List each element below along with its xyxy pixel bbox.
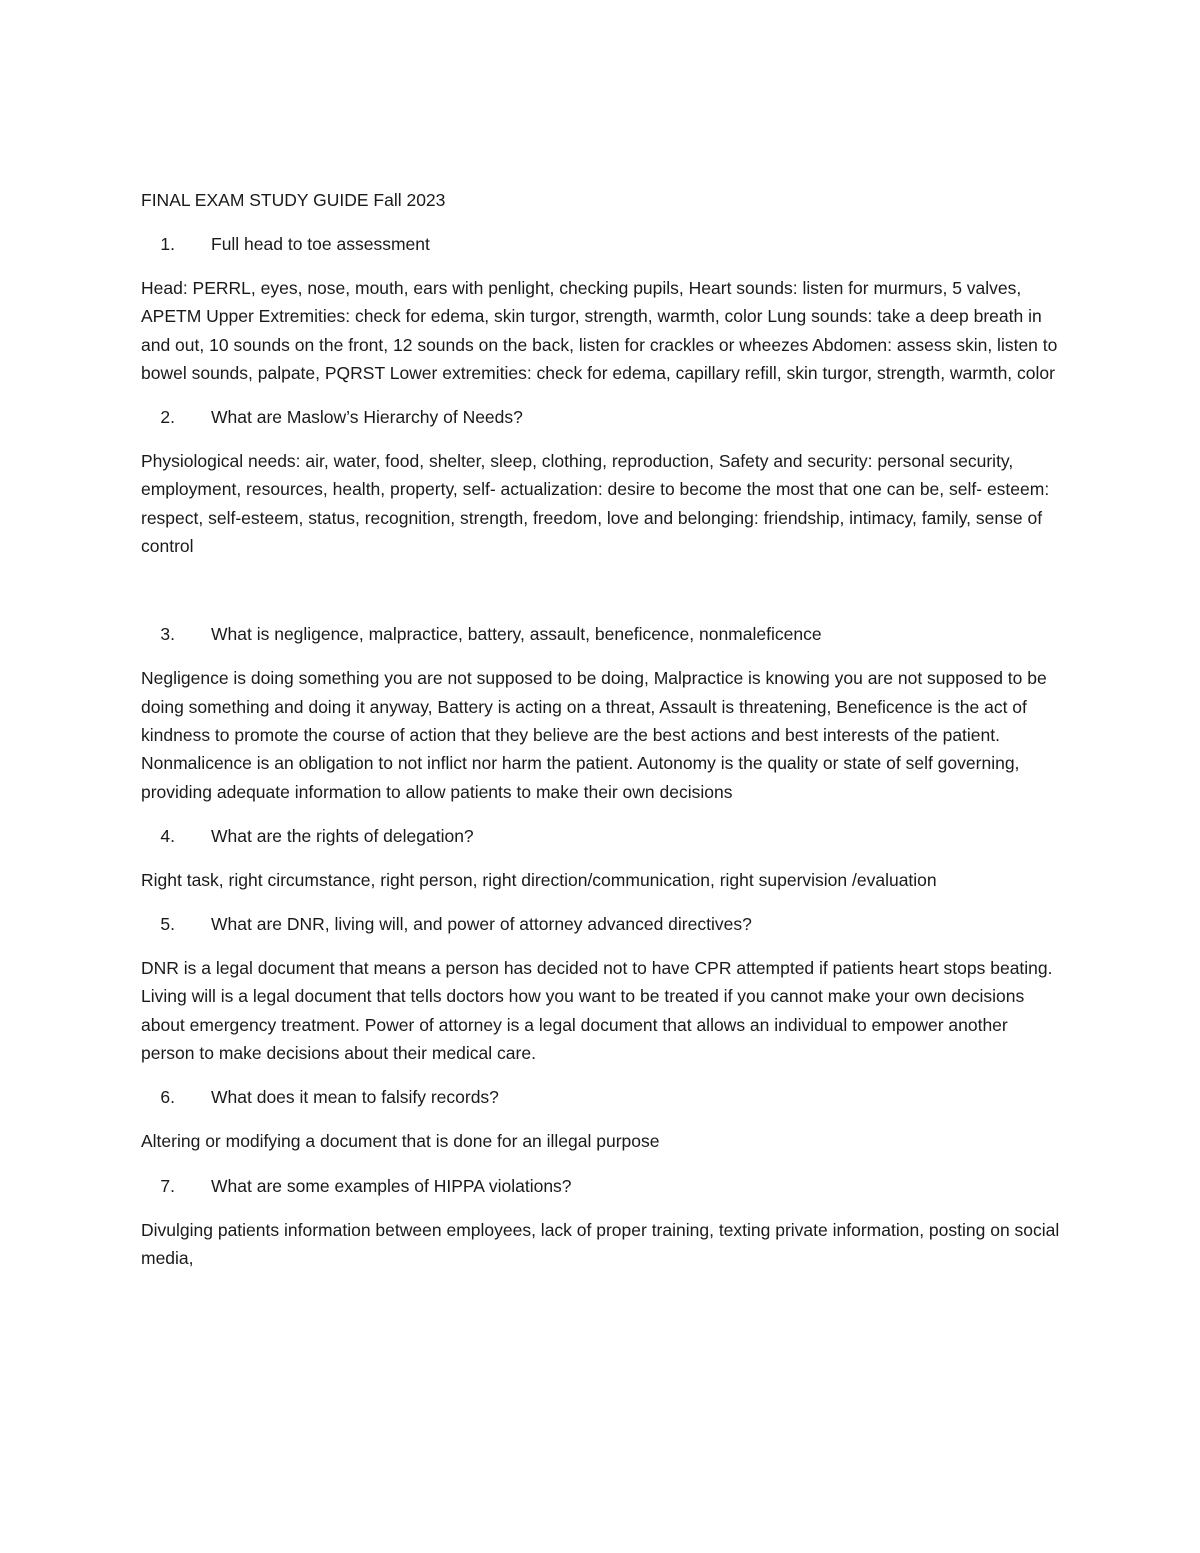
answer-4: Right task, right circumstance, right person, right direction/communication, right supervision /evaluation [141,869,937,890]
question-number: 5. [160,914,175,935]
answer-6: Altering or modifying a document that is done for an illegal purpose [141,1131,660,1152]
answer-3: Negligence is doing something you are not supposed to be doing, Malpractice is knowing you are not supposed to be doing something and doing it anyway, Battery is acting on a threat, Assault is threatening, Beneficence is the act of kindness to promote the course of action that they believe are the best actions and best interests of the patient. Nonmalicence is an obligation to not inflict nor harm the patient. Autonomy is the quality or state of self governing, providing adequate information to allow patients to make their own decisions [141,668,1047,802]
question-4 [141,822,1066,850]
question-text: What are DNR, living will, and power of attorney advanced directives? [211,914,752,935]
question-text: What are the rights of delegation? [211,825,474,846]
answer-7: Divulging patients information between employees, lack of proper training, texting private information, posting on social media, [141,1219,1060,1268]
question-5 [141,910,1066,938]
question-2 [141,403,1066,431]
question-text: What are some examples of HIPPA violations? [211,1175,572,1196]
question-3 [141,620,1066,648]
blank-line [141,576,1066,620]
question-number: 1. [160,234,175,254]
question-number: 4. [160,825,175,846]
question-number: 2. [160,407,175,428]
question-text: Full head to toe assessment [211,234,430,254]
document-title: FINAL EXAM STUDY GUIDE Fall 2023 [141,190,446,210]
question-text: What are Maslow’s Hierarchy of Needs? [211,407,523,428]
answer-2: Physiological needs: air, water, food, shelter, sleep, clothing, reproduction, Safety and security: personal security, employment, resources, health, property, self- actualization: desire to become the most that one can be, self- esteem: respect, self-esteem, status, recognition, strength, freedom, love and belonging: friendship, intimacy, family, sense of control [141,451,1050,557]
answer-1: Head: PERRL, eyes, nose, mouth, ears with penlight, checking pupils, Heart sounds: listen for murmurs, 5 valves, APETM Upper Extremities: check for edema, skin turgor, strength, warmth, color Lung sounds: take a deep breath in and out, 10 sounds on the front, 12 sounds on the back, listen for crackles or wheezes Abdomen: assess skin, listen to bowel sounds, palpate, PQRST Lower extremities: check for edema, capillary refill, skin turgor, strength, warmth, color [141,278,1058,383]
question-6 [141,1083,1066,1111]
question-number: 7. [160,1175,175,1196]
question-number: 3. [160,624,175,645]
question-text: What does it mean to falsify records? [211,1087,499,1108]
question-text: What is negligence, malpractice, battery, assault, beneficence, nonmaleficence [211,624,822,645]
document-page [141,186,1066,1288]
question-number: 6. [160,1087,175,1108]
question-1 [141,230,1066,258]
answer-5: DNR is a legal document that means a person has decided not to have CPR attempted if patients heart stops beating. Living will is a legal document that tells doctors how you want to be treated if you cannot make your own decisions about emergency treatment. Power of attorney is a legal document that allows an individual to empower another person to make decisions about their medical care. [141,958,1053,1064]
question-7 [141,1172,1066,1200]
